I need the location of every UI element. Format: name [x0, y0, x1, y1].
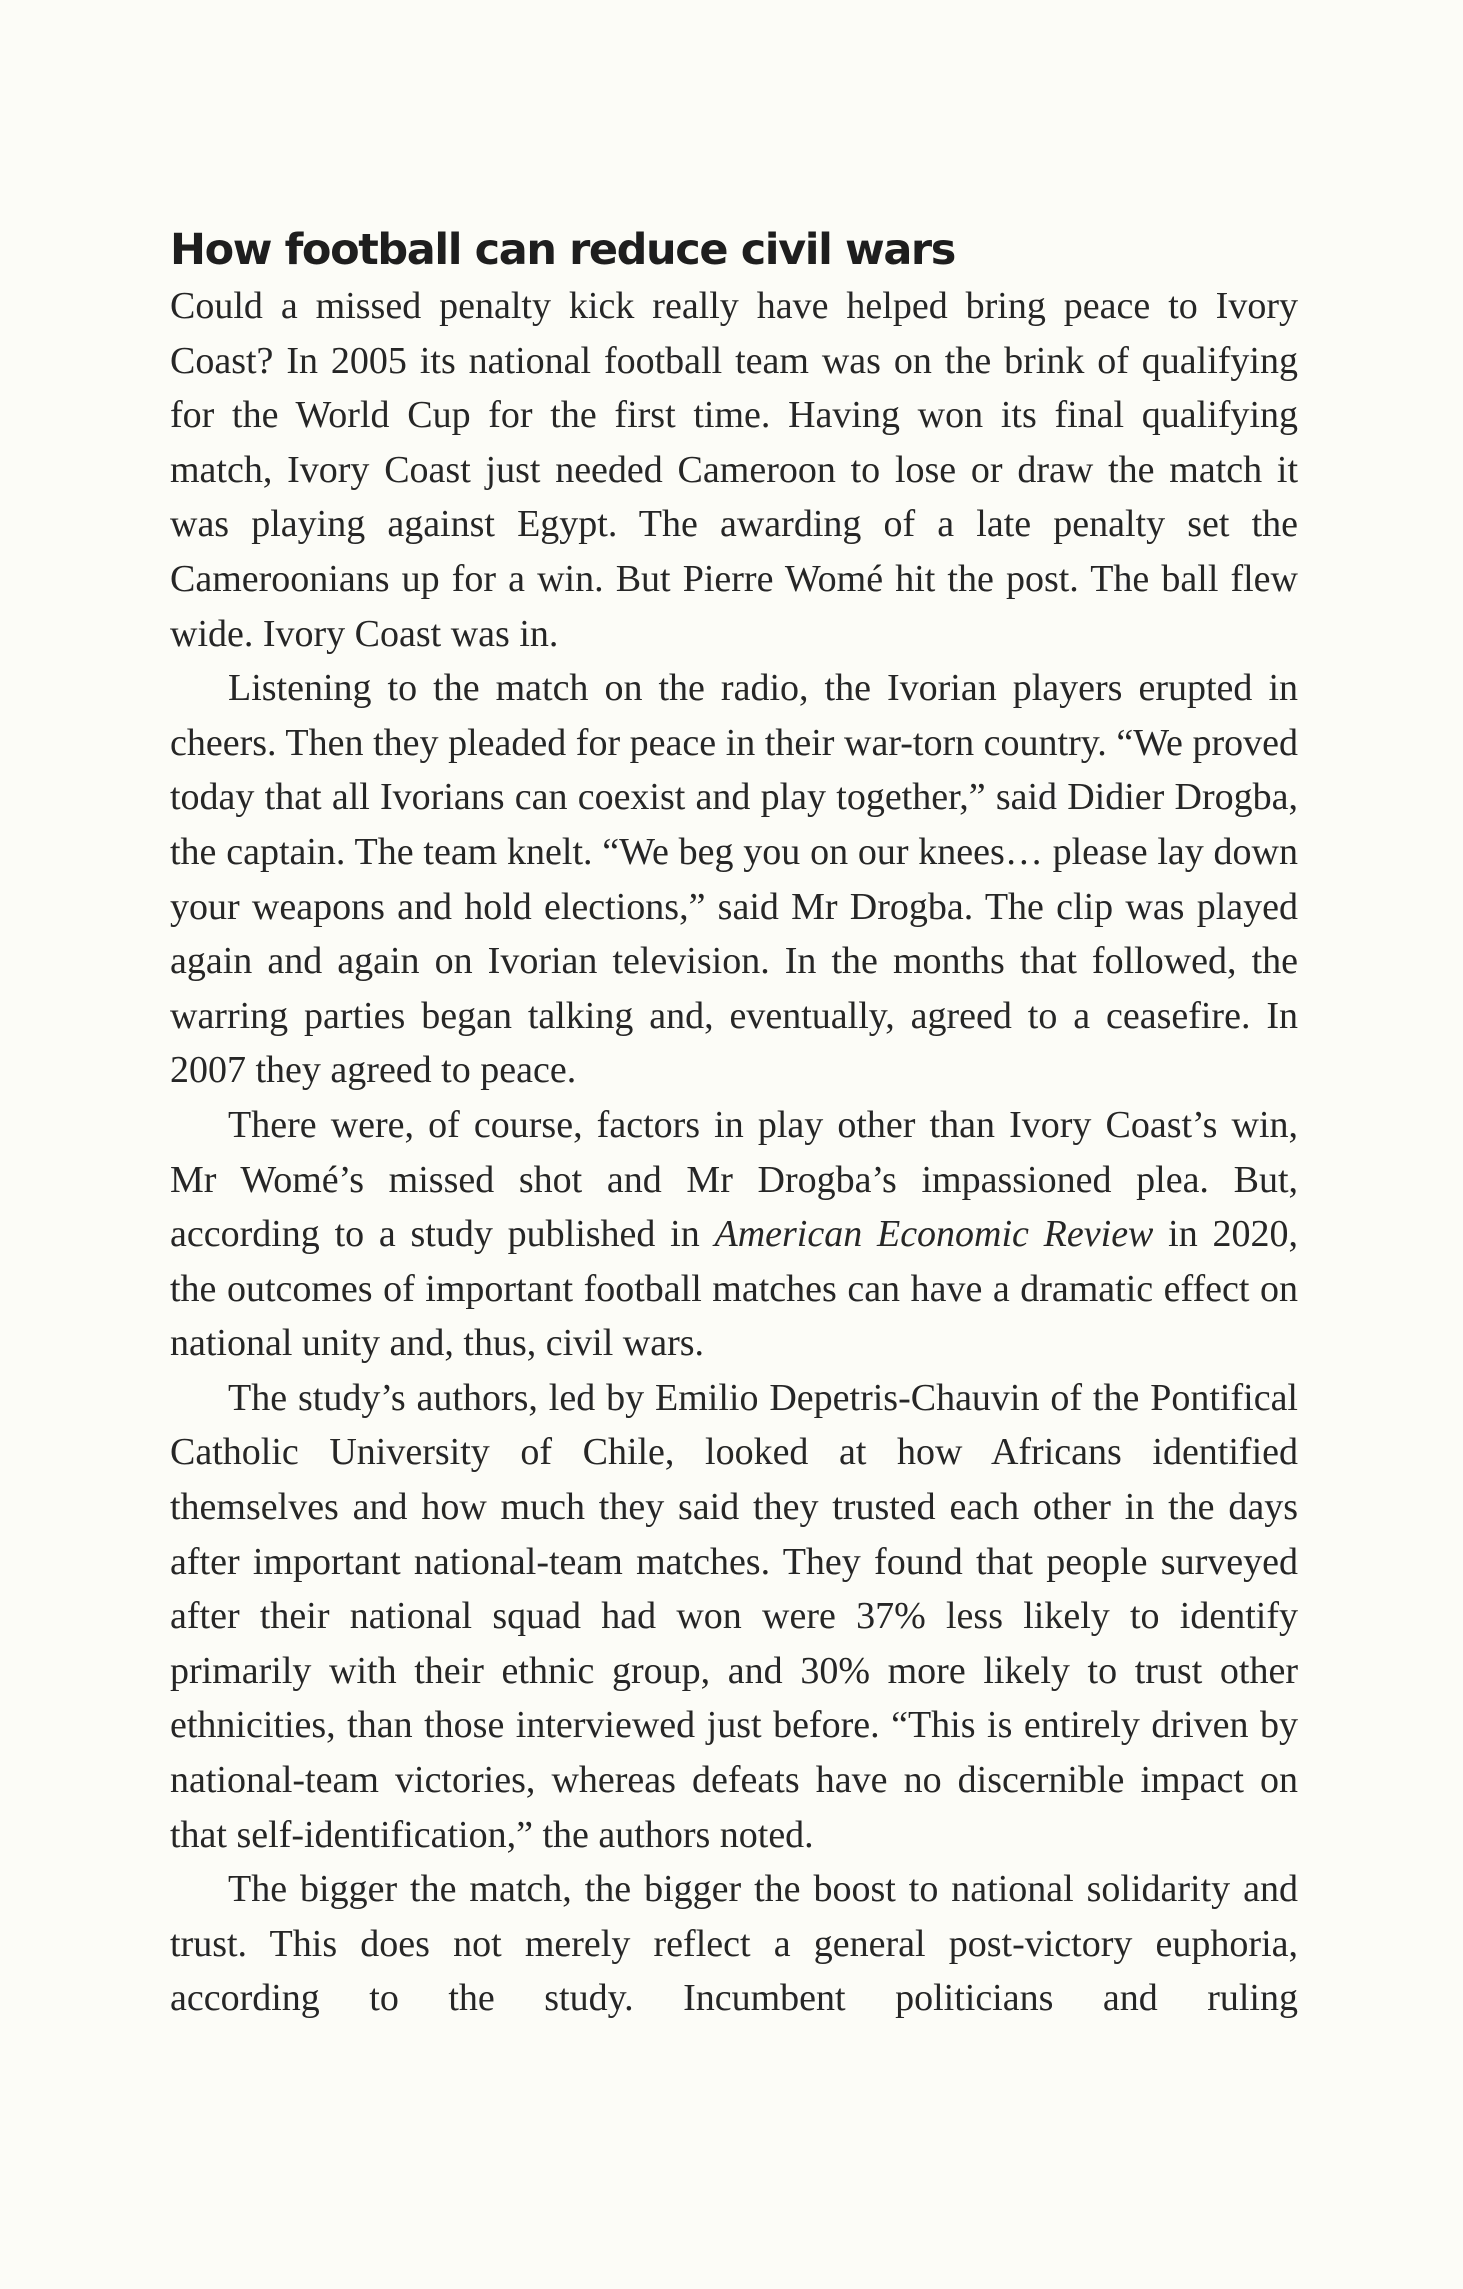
paragraph-3-part-1: There were, of course, factors in play other than Ivory Coast’s win, Mr Womé’s missed shot and Mr Drogba’s impassioned plea. But, according to a study published in [170, 1103, 1298, 1256]
paragraph-4: The study’s authors, led by Emilio Depetris-Chauvin of the Pontifical Catholic University of Chile, looked at how Africans identified themselves and how much they said they trusted each other in the days after important national-team matches. They found that people surveyed after their national squad had won were 37% less likely to identify primarily with their ethnic group, and 30% more likely to trust other ethnicities, than those interviewed just before. “This is entirely driven by national-team victories, whereas defeats have no discernible impact on that self-identification,” the authors noted. [170, 1376, 1298, 1856]
paragraph-3-part-2: in 2020, the outcomes of important football matches can have a dramatic effect on national unity and, thus, civil wars. [170, 1213, 1298, 1365]
paragraph-3 [170, 1098, 1298, 1371]
article-body [170, 279, 1298, 2026]
journal-title: American Economic Review [714, 1213, 1154, 1256]
paragraph-5: The bigger the match, the bigger the boost to national solidarity and trust. This does not merely reflect a general post-victory euphoria, according to the study. Incumbent politicians and ruling [170, 1868, 1298, 2020]
article-headline: How football can reduce civil wars [170, 225, 955, 275]
paragraph-2: Listening to the match on the radio, the Ivorian players erupted in cheers. Then they pleaded for peace in their war-torn country. “We proved today that all Ivorians can coexist and play together,” said Didier Drogba, the captain. The team knelt. “We beg you on our knees… please lay down your weapons and hold elections,” said Mr Drogba. The clip was played again and again on Ivorian television. In the months that followed, the warring parties began talking and, eventually, agreed to a ceasefire. In 2007 they agreed to peace. [170, 667, 1298, 1092]
paragraph-1: Could a missed penalty kick really have helped bring peace to Ivory Coast? In 2005 its national football team was on the brink of qualifying for the World Cup for the first time. Having won its final qualifying match, Ivory Coast just needed Cameroon to lose or draw the match it was playing against Egypt. The awarding of a late penalty set the Cameroonians up for a win. But Pierre Womé hit the post. The ball flew wide. Ivory Coast was in. [170, 285, 1298, 655]
article [170, 222, 1298, 2026]
